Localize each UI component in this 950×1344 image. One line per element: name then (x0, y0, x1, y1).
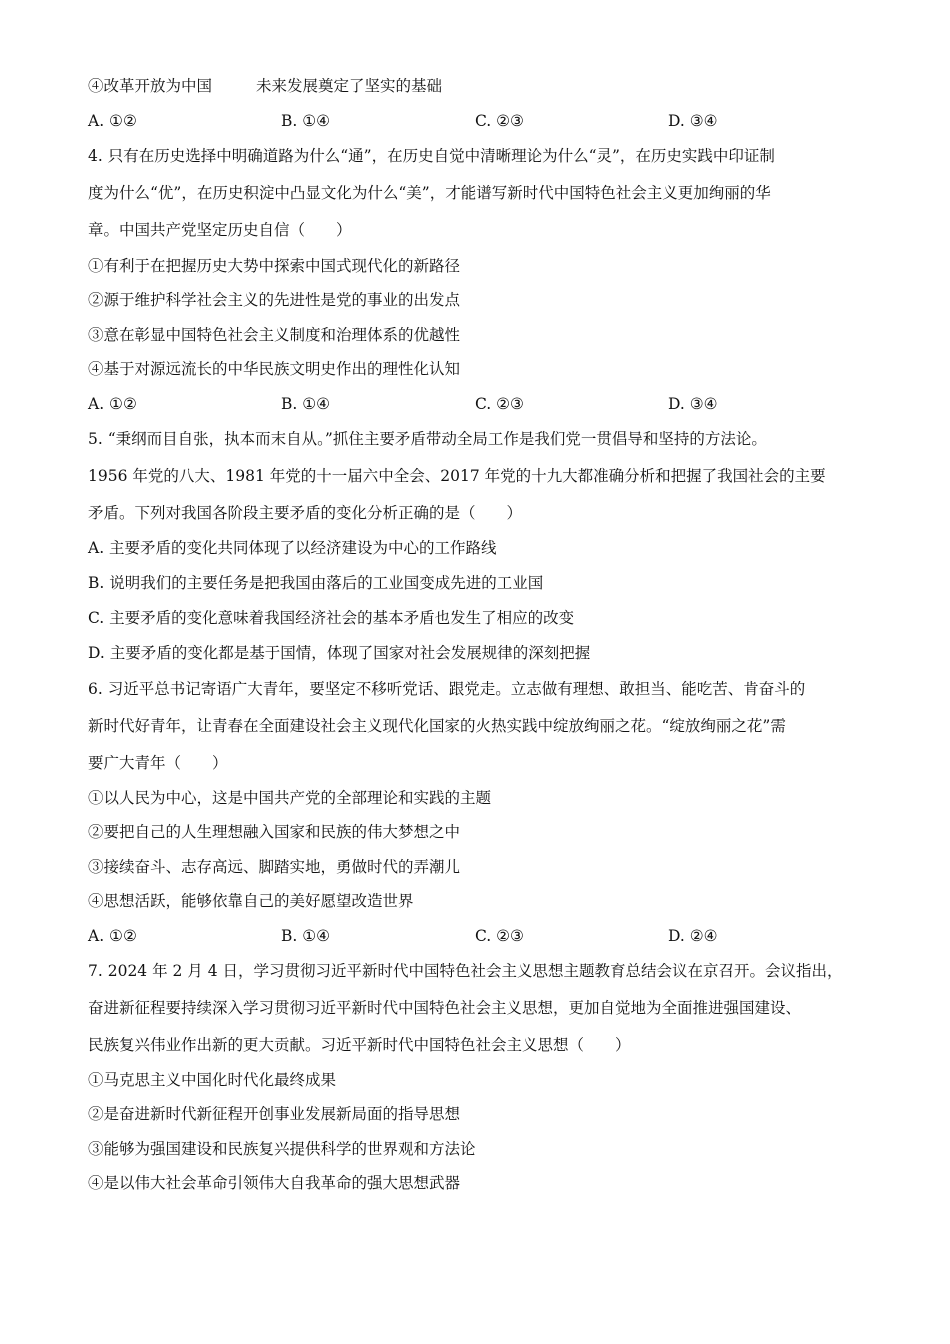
q6-item-1: ①以人民为中心，这是中国共产党的全部理论和实践的主题 (88, 789, 492, 807)
prev-option-b: B. ①④ (281, 112, 331, 130)
q6-item-2: ②要把自己的人生理想融入国家和民族的伟大梦想之中 (88, 823, 461, 841)
q6-option-a[interactable]: A. ①② (88, 927, 137, 945)
q6-stem-line-3: 要广大青年（ ） (88, 754, 228, 772)
q7-stem-line-3: 民族复兴伟业作出新的更大贡献。习近平新时代中国特色社会主义思想（ ） (88, 1036, 631, 1054)
q4-stem-line-3: 章。中国共产党坚定历史自信（ ） (88, 221, 352, 239)
prev-option-d: D. ③④ (668, 112, 718, 130)
prev-item-4-part2: 未来发展奠定了坚实的基础 (256, 77, 443, 95)
q4-item-3: ③意在彰显中国特色社会主义制度和治理体系的优越性 (88, 326, 461, 344)
prev-item-4-part1: ④改革开放为中国 (88, 77, 213, 95)
q7-item-3: ③能够为强国建设和民族复兴提供科学的世界观和方法论 (88, 1140, 476, 1158)
q5-stem-line-1: 5. “秉纲而目自张，执本而末自从。”抓住主要矛盾带动全局工作是我们党一贯倡导和坚持的方法论。 (88, 430, 767, 448)
q7-item-2: ②是奋进新时代新征程开创事业发展新局面的指导思想 (88, 1105, 461, 1123)
q6-stem-line-2: 新时代好青年，让青春在全面建设社会主义现代化国家的火热实践中绽放绚丽之花。“绽放绚丽之花”需 (88, 717, 786, 735)
q6-item-4: ④思想活跃，能够依靠自己的美好愿望改造世界 (88, 892, 414, 910)
q5-option-d[interactable]: D. 主要矛盾的变化都是基于国情，体现了国家对社会发展规律的深刻把握 (88, 644, 591, 662)
q4-option-a[interactable]: A. ①② (88, 395, 137, 413)
q4-option-c[interactable]: C. ②③ (475, 395, 524, 413)
q5-stem-line-3: 矛盾。下列对我国各阶段主要矛盾的变化分析正确的是（ ） (88, 504, 523, 522)
q6-option-b[interactable]: B. ①④ (281, 927, 331, 945)
q4-option-d[interactable]: D. ③④ (668, 395, 718, 413)
q7-stem-line-1: 7. 2024 年 2 月 4 日，学习贯彻习近平新时代中国特色社会主义思想主题教育总结会议在京召开。会议指出， (88, 962, 843, 980)
q4-stem-line-1: 4. 只有在历史选择中明确道路为什么“通”，在历史自觉中清晰理论为什么“灵”，在历史实践中印证制 (88, 147, 775, 165)
q4-item-4: ④基于对源远流长的中华民族文明史作出的理性化认知 (88, 360, 461, 378)
q6-stem-line-1: 6. 习近平总书记寄语广大青年，要坚定不移听党话、跟党走。立志做有理想、敢担当、能吃苦、肯奋斗的 (88, 680, 806, 698)
q5-option-c[interactable]: C. 主要矛盾的变化意味着我国经济社会的基本矛盾也发生了相应的改变 (88, 609, 575, 627)
q5-option-a[interactable]: A. 主要矛盾的变化共同体现了以经济建设为中心的工作路线 (88, 539, 497, 557)
q7-stem-line-2: 奋进新征程要持续深入学习贯彻习近平新时代中国特色社会主义思想，更加自觉地为全面推进强国建设、 (88, 999, 802, 1017)
q5-stem-line-2: 1956 年党的八大、1981 年党的十一届六中全会、2017 年党的十九大都准确分析和把握了我国社会的主要 (88, 467, 826, 485)
q7-item-1: ①马克思主义中国化时代化最终成果 (88, 1071, 337, 1089)
q7-item-4: ④是以伟大社会革命引领伟大自我革命的强大思想武器 (88, 1174, 461, 1192)
q4-item-2: ②源于维护科学社会主义的先进性是党的事业的出发点 (88, 291, 461, 309)
q4-stem-line-2: 度为什么“优”，在历史积淀中凸显文化为什么“美”，才能谱写新时代中国特色社会主义更加绚丽的华 (88, 184, 771, 202)
q6-option-c[interactable]: C. ②③ (475, 927, 524, 945)
q6-option-d[interactable]: D. ②④ (668, 927, 718, 945)
q4-option-b[interactable]: B. ①④ (281, 395, 331, 413)
prev-item-4 (88, 76, 442, 96)
q5-option-b[interactable]: B. 说明我们的主要任务是把我国由落后的工业国变成先进的工业国 (88, 574, 544, 592)
prev-option-c: C. ②③ (475, 112, 524, 130)
prev-option-a: A. ①② (88, 112, 137, 130)
q4-item-1: ①有利于在把握历史大势中探索中国式现代化的新路径 (88, 257, 461, 275)
q6-item-3: ③接续奋斗、志存高远、脚踏实地，勇做时代的弄潮儿 (88, 858, 461, 876)
